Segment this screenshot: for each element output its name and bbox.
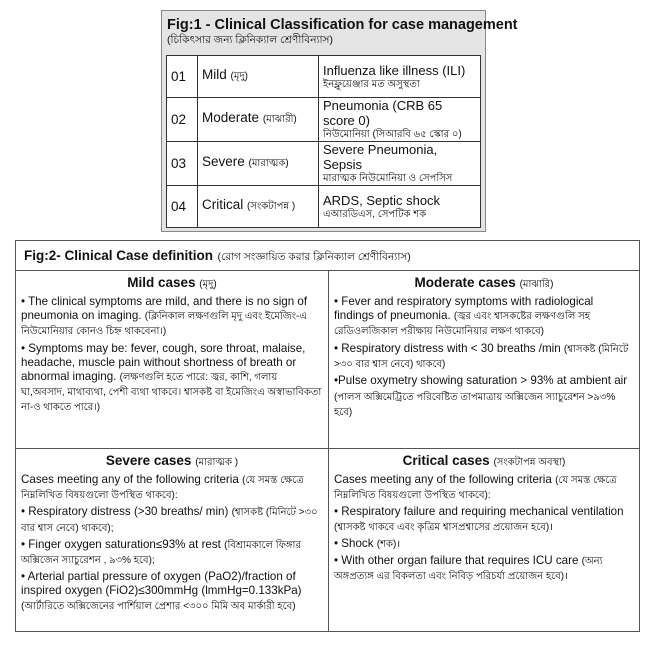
- text: • The clinical symptoms are mild, and there is no sign of pneumonia on imaging.: [21, 295, 308, 323]
- paragraph: [334, 390, 634, 420]
- table-row: [167, 142, 481, 186]
- description: Influenza like illness (ILI): [323, 62, 466, 78]
- paragraph: [21, 295, 323, 340]
- table-row: [167, 98, 481, 142]
- heading-text: Severe cases: [105, 453, 192, 468]
- fig1-title: Fig:1 - Clinical Classification for case management: [167, 17, 518, 33]
- text: Cases meeting any of the following criteria: [21, 473, 239, 486]
- critical-cases-cell: [329, 449, 639, 631]
- mild-heading: [21, 274, 323, 293]
- text-bn: (বিশ্রামকালে ফিঙ্গার অক্সিজেন স্যাচুরেশন , ৯৩% হবে);: [21, 539, 301, 567]
- text: • Symptoms may be: fever, cough, sore throat, malaise, headache, muscle pain without shortness of breath or abnormal imaging.: [21, 341, 306, 384]
- heading-text: Critical cases: [402, 453, 490, 468]
- description-cell: [319, 186, 481, 228]
- description-cell: [319, 98, 481, 142]
- paragraph: [334, 537, 634, 552]
- fig2-title: Fig:2- Clinical Case definition: [24, 248, 214, 263]
- moderate-heading: [334, 274, 634, 293]
- description-bn: মারাত্মক নিউমোনিয়া ও সেপসিস: [323, 173, 453, 184]
- text: • Fever and respiratory symptoms with radiological findings of pneumonia.: [334, 295, 594, 323]
- text: • Respiratory distress with < 30 breaths /min: [334, 341, 561, 355]
- fig2-subtitle: (রোগ সংজ্ঞায়িত করার ক্লিনিক্যাল শ্রেণীবিন্যাস): [217, 251, 411, 263]
- table-row: [167, 56, 481, 98]
- moderate-cases-cell: [329, 271, 639, 449]
- row-number: 04: [167, 186, 198, 228]
- text: • Respiratory failure and requiring mechanical ventilation: [334, 505, 624, 519]
- class-label-bn: (মৃদু): [230, 71, 248, 82]
- fig2-header: [16, 241, 639, 271]
- text-bn: (যে সমস্ত ক্ষেত্রে নিম্নলিখিত বিষয়গুলো উপস্থিত থাকবে):: [334, 475, 617, 502]
- paragraph: [334, 342, 634, 372]
- description-bn: এআরডিএস, সেপটিক শক: [323, 208, 427, 220]
- class-label-bn: (সংকটাপন্ন ): [247, 201, 296, 212]
- paragraph: [21, 342, 323, 416]
- text: •Pulse oxymetry showing saturation > 93% at ambient air: [334, 374, 628, 388]
- classification-table: [166, 55, 481, 228]
- text: • Finger oxygen saturation≤93% at rest: [21, 537, 221, 551]
- text: • With other organ failure that requires ICU care: [334, 554, 579, 568]
- text: • Shock: [334, 536, 374, 550]
- description-cell: [319, 142, 481, 186]
- row-number: 03: [167, 142, 198, 186]
- description-bn: ইনফ্লুয়েঞ্জার মত অসুস্থতা: [323, 78, 420, 90]
- heading-bn: (মাঝারি): [519, 279, 554, 290]
- text-bn: (লক্ষণগুলি হতে পারে: জ্বর, কাশি, গলায় ঘা,অবসাদ, মাথাব্যথা, পেশী ব্যথা থাকবে। শ্বাসকষ্ট বা ইমেজিংএ অস্বাভাবিকতা না-ও থাকতে পারে।): [21, 372, 322, 414]
- fig1-classification-box: [161, 10, 518, 232]
- text-bn: (জ্বর এবং শ্বাসকষ্টের লক্ষণগুলি সহ রেডিওলজিকাল পরীক্ষায় নিউমোনিয়ার লক্ষণ থাকবে): [334, 311, 590, 338]
- paragraph: [334, 295, 634, 340]
- table-row: [167, 186, 481, 228]
- class-label-bn: (মারাত্মক): [248, 158, 289, 169]
- class-label: Mild: [202, 67, 227, 82]
- heading-bn: (সংকটাপন্ন অবস্থা): [493, 457, 566, 468]
- severe-cases-cell: [16, 449, 329, 631]
- text-bn: (শ্বাসকষ্ট থাকবে এবং কৃত্রিম শ্বাসপ্রশ্বাসের প্রয়োজন হবে)।: [334, 521, 553, 533]
- text: • Arterial partial pressure of oxygen (PaO2)/fraction of inspired oxygen (FiO2)≤300mmHg (lmmHg=0.133kPa): [21, 570, 302, 598]
- row-number: 02: [167, 98, 198, 142]
- text-bn: (যে সমস্ত ক্ষেত্রে নিম্নলিখিত বিষয়গুলো উপস্থিত থাকবে):: [21, 475, 304, 502]
- fig1-header: [162, 11, 518, 53]
- class-cell: [198, 98, 319, 142]
- heading-bn: (মৃদু): [199, 279, 217, 290]
- mild-cases-cell: [16, 271, 329, 449]
- class-cell: [198, 56, 319, 98]
- paragraph: [334, 554, 634, 584]
- description-cell: [319, 56, 481, 98]
- class-cell: [198, 186, 319, 228]
- paragraph: [21, 473, 323, 503]
- text-bn: (শ্বাসকষ্ট (মিনিটে >৩০ বার শ্বাস নেবে) থাকবে);: [21, 507, 318, 534]
- paragraph: [21, 505, 323, 535]
- paragraph: [334, 374, 634, 388]
- paragraph: [334, 473, 634, 503]
- class-label: Severe: [202, 154, 245, 169]
- class-label: Moderate: [202, 110, 260, 125]
- heading-text: Moderate cases: [414, 275, 516, 290]
- row-number: 01: [167, 56, 198, 98]
- description: ARDS, Septic shock: [323, 192, 441, 208]
- paragraph: [21, 570, 323, 614]
- class-cell: [198, 142, 319, 186]
- text-bn: (আর্টারিতে অক্সিজেনের পার্শিয়াল প্রেশার <৩০০ মিমি অব মার্কারী হবে): [21, 600, 296, 612]
- heading-text: Mild cases: [127, 275, 196, 290]
- text-bn: (অন্য অঙ্গপ্রত্যঙ্গ এর বিকলতা এবং নিবিড় পরিচর্যা প্রয়োজন হবে)।: [334, 556, 603, 583]
- heading-bn: (মারাত্মক ): [195, 457, 239, 468]
- text-bn: (শক)।: [376, 538, 401, 550]
- text: • Respiratory distress (>30 breaths/ min): [21, 505, 229, 519]
- fig2-case-definition-box: [15, 240, 640, 632]
- severe-heading: [21, 452, 323, 471]
- text: Cases meeting any of the following criteria: [334, 473, 552, 486]
- class-label: Critical: [202, 197, 244, 212]
- critical-heading: [334, 452, 634, 471]
- text-bn: (শ্বাসকষ্ট (মিনিটে >৩০ বার শ্বাস নেবে) থাকবে): [334, 343, 629, 370]
- class-label-bn: (মাঝারী): [262, 114, 297, 125]
- text-bn: (পালস অক্সিমেট্রিতে পরিবেষ্টিত তাপমাত্রায় অক্সিজেন স্যাচুরেশন >৯৩% হবে): [334, 392, 616, 419]
- description-bn: নিউমোনিয়া (সিআরবি ৬৫ স্কোর ০): [323, 129, 462, 140]
- text-bn: (ক্লিনিকাল লক্ষণগুলি মৃদু এবং ইমেজিং-এ নিউমোনিয়ার কোনও চিহ্ন থাকবেনা।): [21, 311, 307, 338]
- paragraph: [21, 538, 323, 568]
- description: Pneumonia (CRB 65 score 0): [323, 98, 443, 128]
- paragraph: [334, 505, 634, 534]
- fig1-subtitle: (চিকিৎসার জন্য ক্লিনিক্যাল শ্রেণীবিন্যাস): [167, 34, 333, 46]
- description: Severe Pneumonia, Sepsis: [323, 142, 438, 172]
